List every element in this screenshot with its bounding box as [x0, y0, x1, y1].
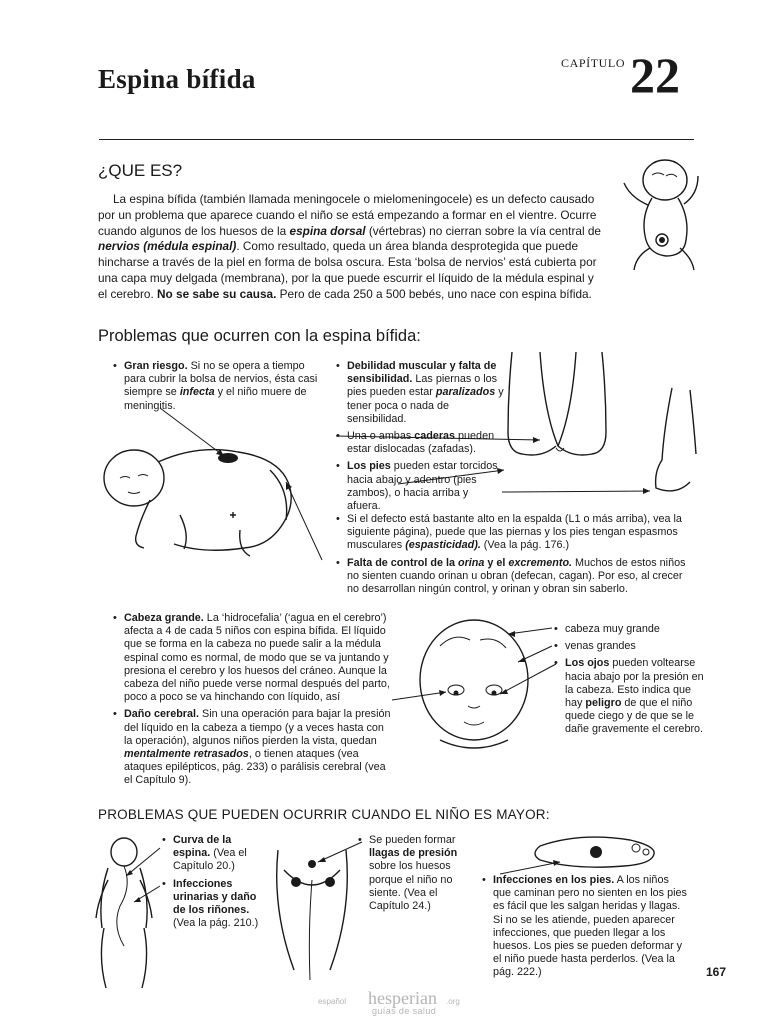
control-item: • Falta de control de la orina y el excremento. Muchos de estos niños no sienten cuando orinan u obran (defecan, cagan). Por eso, al crecer no desarrollan ningún control, y orinan y obran sin saberlo. [336, 557, 686, 597]
problems-heading: Problemas que ocurren con la espina bífida: [98, 327, 421, 345]
crawling-baby-illustration [104, 408, 322, 560]
head-problems-column [113, 612, 393, 788]
chapter-number: 22 [630, 47, 680, 103]
baby-spine-illustration [624, 160, 698, 270]
pressure-sores-illustration [277, 842, 362, 980]
spine-items-column [162, 834, 267, 930]
pies-item: • Los pies pueden estar torcidos hacia abajo y adentro (pies zambos), o hacia arriba y afuera. [336, 460, 504, 513]
llagas-column [358, 834, 462, 913]
hydrocephalus-head-illustration [392, 620, 556, 748]
defecto-alto-item: • Si el defecto está bastante alto en la espalda (L1 o más arriba), vea la siguiente página), puede que las piernas y los pies tengan espasmos musculares (espasticidad). (Vea la pág. 176.) [336, 513, 686, 553]
ojos-label: • Los ojos pueden voltearse hacia abajo por la presión en la cabeza. Esto indica que hay peligro de que el niño quede ciego y de que se le dañe gravemente el cerebro. [554, 657, 704, 736]
dano-cerebral-item: • Daño cerebral. Sin una operación para bajar la presión del líquido en la cabeza a tiempo (y a veces hasta con la operación), algunos niños pierden la vista, quedan mentalmente retrasados, o tienen ataques (vea ataques epilépticos, pág. 233) o parálisis cerebral (vea el Capítulo 9). [113, 708, 393, 787]
infecciones-pies-column [482, 874, 688, 980]
cabeza-grande-item: • Cabeza grande. La ‘hidrocefalia’ (‘agua en el cerebro’) afecta a 4 de cada 5 niños con espina bífida. El líquido que se forma en la cabeza no puede salir a la médula espinal como es normal, de modo que se va juntando y presiona el cerebro y los huesos del cráneo. Aunque la cabeza del niño puede verse normal después del parto, poco a poco se va hinchando con líquido, así [113, 612, 393, 704]
header-rule [99, 139, 694, 140]
intro-paragraph: La espina bífida (también llamada meningocele o mielomeningocele) es un defecto causado por un problema que aparece cuando el niño se está empezando a formar en el vientre. Ocurre cuando algunos de los huesos de la espina dorsal (vértebras) no cierran sobre la vía central de nervios (médula espinal). Como resultado, queda un área blanda desprotegida que puede hincharse a través de la piel en forma de bolsa oscura. Esta ‘bolsa de nervios’ está cubierta por una capa muy delgada (membrana), por la que puede escurrir el líquido de la médula espinal y el cerebro. No se sabe su causa. Pero de cada 250 a 500 bebés, uno nace con espina bífida. [98, 192, 601, 301]
caderas-item: • Una o ambas caderas pueden estar dislocadas (zafadas). [336, 430, 504, 456]
symptom-wide-column [336, 513, 686, 596]
foot-infection-illustration [500, 837, 654, 874]
curva-item: • Curva de la espina. (Vea el Capítulo 20.) [162, 834, 267, 874]
venas-label: • venas grandes [554, 640, 704, 653]
debilidad-item: • Debilidad muscular y falta de sensibilidad. Las piernas o los pies pueden estar paralizados y tener poca o nada de sensibilidad. [336, 360, 504, 426]
infecciones-urinarias-item: • Infecciones urinarias y daño de los riñones. (Vea la pág. 210.) [162, 878, 267, 931]
chapter-label: CAPÍTULO [561, 56, 626, 70]
child-spine-illustration [96, 838, 160, 988]
page-number: 167 [706, 965, 727, 979]
symptom-column [336, 360, 504, 513]
mayor-heading: PROBLEMAS QUE PUEDEN OCURRIR CUANDO EL NIÑO ES MAYOR: [98, 807, 550, 822]
que-es-heading: ¿QUE ES? [98, 161, 183, 180]
infecciones-pies-item: • Infecciones en los pies. A los niños que caminan pero no sienten en los pies es fácil que les salgan heridas y llagas. Si no se les atiende, pueden aparecer infecciones, que pueden llegar a los huesos. Los pies se pueden deformar y el niño puede hasta perderlos. (Vea la pág. 222.) [482, 874, 688, 980]
cabeza-label: • cabeza muy grande [554, 623, 704, 636]
head-labels-column [554, 623, 704, 737]
hesperian-logo: español hesperian .org guías de salud [318, 988, 460, 1016]
chapter-title: Espina bífida [98, 64, 256, 94]
llagas-item: • Se pueden formar llagas de presión sobre los huesos porque el niño no siente. (Vea el Capítulo 24.) [358, 834, 462, 913]
gran-riesgo-item: • Gran riesgo. Si no se opera a tiempo para cubrir la bolsa de nervios, ésta casi siempre se infecta y el niño muere de meningitis. [113, 360, 325, 413]
